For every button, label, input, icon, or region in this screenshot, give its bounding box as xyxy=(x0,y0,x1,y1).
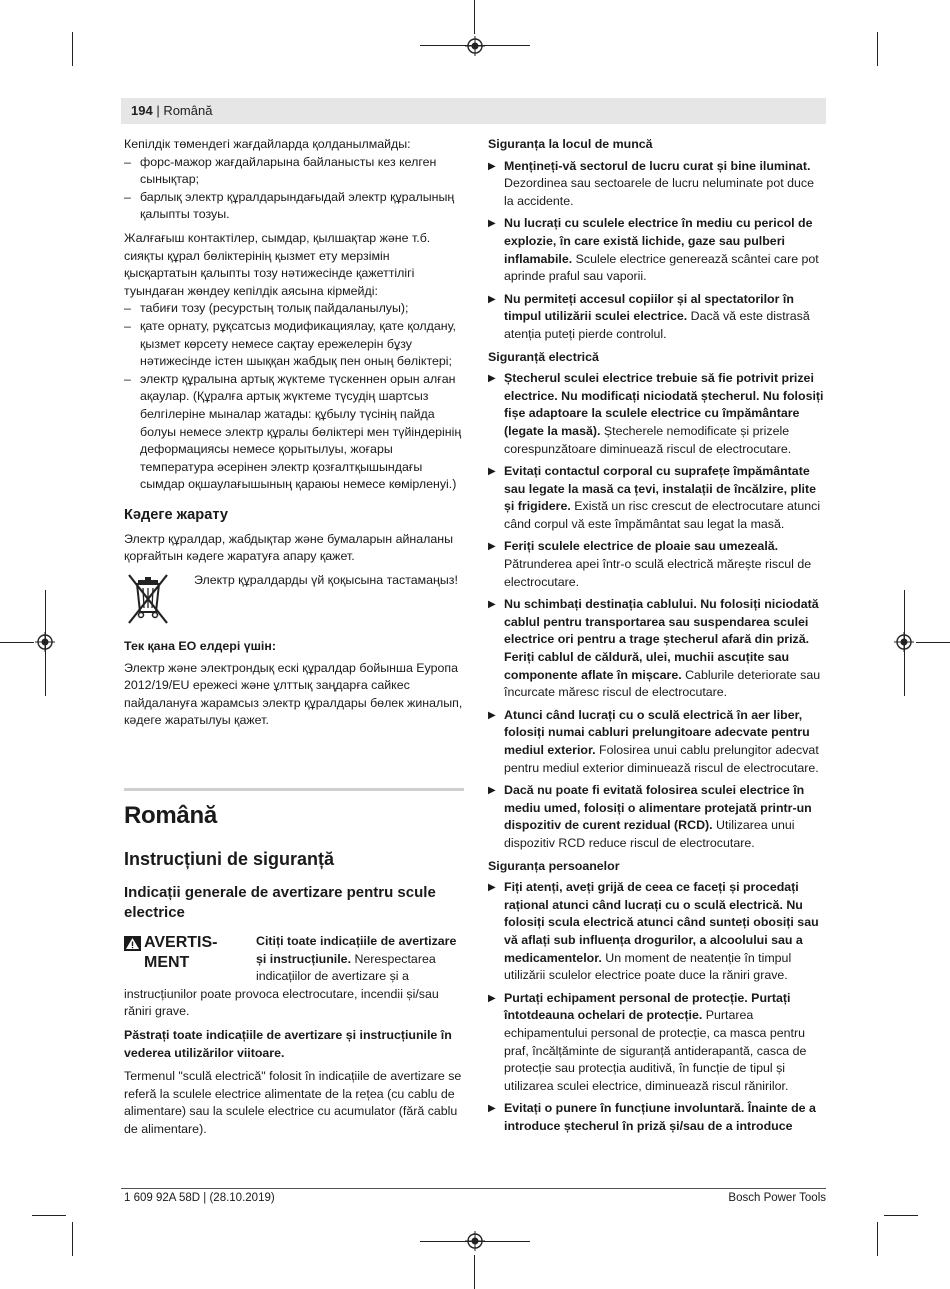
workplace-safety-list xyxy=(488,158,826,344)
list-item xyxy=(488,990,826,1096)
list-item xyxy=(488,291,826,344)
warning-block xyxy=(124,933,464,1021)
list-item xyxy=(488,879,826,985)
item-bold-text: Mențineți-vă sectorul de lucru curat și bine iluminat. xyxy=(504,158,811,173)
workplace-safety-heading: Siguranța la locul de muncă xyxy=(488,137,653,151)
item-bold-text: Feriți sculele electrice de ploaie sau umezeală. xyxy=(504,539,779,554)
bullet-arrow-icon: ▶ xyxy=(488,218,496,230)
warning-body-text: Nerespectarea indicațiilor de avertizare și a instrucțiunilor poate provoca electrocutare, incendii și/sau răniri grave. xyxy=(124,951,439,1019)
item-bold-text: Fiți atenți, aveți grijă de ceea ce faceți și procedați rațional atunci când lucrați cu o sculă electrică. Nu folosiți scula electrică atunci când sunteți obosiți sau vă aflați sub influența drogurilor, a alcoolului sau a medicamentelor. xyxy=(504,880,819,965)
list-item: – барлық электр құралдарындағыдай электр құралының қалыпты тозуы. xyxy=(124,189,464,224)
registration-target-icon xyxy=(35,632,55,652)
page-header xyxy=(121,98,826,124)
item-text: Dezordinea sau sectoarele de lucru neluminate pot duce la accidente. xyxy=(504,176,814,208)
bullet-arrow-icon: ▶ xyxy=(488,709,496,721)
keep-instructions-text: Păstrați toate indicațiile de avertizare și instrucțiunile în vederea utilizărilor viitoare. xyxy=(124,1028,452,1060)
bullet-arrow-icon: ▶ xyxy=(488,882,496,894)
item-bold-text: Nu schimbați destinația cablului. Nu folosiți niciodată cablul pentru transportarea sau suspendarea sculei electrice ori pentru a trage ștecherul afară din priză. Feriți cablul de căldură, ulei, muchii ascuțite sau componente aflate în mișcare. xyxy=(504,597,819,682)
warranty-exclusions-list xyxy=(124,154,464,224)
registration-line xyxy=(0,642,34,643)
personal-safety-heading: Siguranța persoanelor xyxy=(488,858,620,873)
item-bold-text: Evitați o punere în funcțiune involuntară. Înainte de a introduce ștecherul în priză și/sau de a introduce xyxy=(504,1101,816,1133)
item-bold-text: Nu permiteți accesul copiilor și al spectatorilor în timpul utilizării sculei electrice. xyxy=(504,291,794,324)
item-bold-text: Dacă nu poate fi evitată folosirea sculei electrice în mediu umed, folosiți o alimentare protejată printr-un dispozitiv de curent rezidual (RCD). xyxy=(504,783,812,833)
electrical-safety-heading: Siguranță electrică xyxy=(488,349,599,364)
warning-badge xyxy=(124,933,252,981)
list-item xyxy=(488,1100,826,1135)
warning-bold-text: Citiți toate indicațiile de avertizare și instrucțiunile. xyxy=(256,934,457,966)
eu-text: Электр және электрондық ескі құралдар бойынша Еуропа 2012/19/EU ережесі және ұлттық заңдарға сайкес пайдалануға жарамсыз электр құралдары бөлек жиналып, кәдеге жаратылуы қажет. xyxy=(124,660,463,728)
crop-mark xyxy=(72,1222,73,1256)
item-bold-text: Nu lucrați cu sculele electrice în mediu cu pericol de explozie, în care există lichide, gaze sau pulberi inflamabile. xyxy=(504,216,813,266)
registration-target-icon xyxy=(465,36,485,56)
registration-target-icon xyxy=(894,632,914,652)
list-item: – форс-мажор жағдайларына байланысты кез келген сынықтар; xyxy=(124,154,464,189)
warning-triangle-icon xyxy=(124,936,141,951)
crop-mark xyxy=(877,1222,878,1256)
item-text: Sculele electrice generează scântei care pot aprinde praful sau vaporii. xyxy=(504,251,819,284)
document-id: 1 609 92A 58D | (28.10.2019) xyxy=(124,1192,275,1204)
bullet-arrow-icon: ▶ xyxy=(488,785,496,797)
bullet-arrow-icon: ▶ xyxy=(488,992,496,1004)
footer-brand: Bosch Power Tools xyxy=(728,1192,826,1204)
item-text: Pătrunderea apei într-o sculă electrică mărește riscul de electrocutare. xyxy=(504,557,812,589)
list-item xyxy=(488,707,826,777)
bullet-arrow-icon: ▶ xyxy=(488,466,496,478)
header-text: 194 | Română xyxy=(131,103,213,118)
registration-target-icon xyxy=(465,1231,485,1251)
term-definition-text: Termenul "sculă electrică" folosit în indicațiile de avertizare se referă la sculele electrice alimentate de la rețea (cu cablu de alimentare) sau la sculele electrice cu acumulator (fără cablu de alimentare). xyxy=(124,1069,462,1136)
bullet-arrow-icon: ▶ xyxy=(488,1103,496,1115)
registration-line xyxy=(474,0,475,34)
crop-mark xyxy=(884,1215,918,1216)
bullet-arrow-icon: ▶ xyxy=(488,160,496,172)
bullet-arrow-icon: ▶ xyxy=(488,373,496,385)
item-text: Dacă vă este distrasă atenția puteți pierde controlul. xyxy=(504,309,810,341)
list-item xyxy=(488,596,826,702)
item-text: Folosirea unui cablu prelungitor adecvat pentru mediul exterior diminuează riscul de electrocutare. xyxy=(504,743,819,775)
item-text: Purtarea echipamentului personal de protecție, ca masca pentru praf, încălțăminte de siguranță antiderapantă, casca de protecție sau protecția auditivă, în funcție de tipul și utilizarea sculei electrice, diminuează riscul rănirilor. xyxy=(504,1008,807,1093)
footer-divider xyxy=(121,1188,826,1189)
bullet-arrow-icon: ▶ xyxy=(488,541,496,553)
warning-label: AVERTIS-MENT xyxy=(144,934,218,972)
weee-text: Электр құралдарды үй қоқысына тастамаңыз! xyxy=(194,573,458,588)
weee-notice xyxy=(124,572,464,632)
page-number: 194 xyxy=(131,103,153,118)
header-language: Română xyxy=(163,103,213,118)
item-bold-text: Ștecherul sculei electrice trebuie să fie potrivit prizei electrice. Nu modificați niciodată ștecherul. Nu folosiți fișe adaptoare la sculele electrice cu împământare (legate la masă). xyxy=(504,371,824,438)
registration-line xyxy=(474,1255,475,1289)
bullet-arrow-icon: ▶ xyxy=(488,293,496,305)
safety-instructions-title: Instrucțiuni de siguranță xyxy=(124,849,335,870)
bullet-arrow-icon: ▶ xyxy=(488,599,496,611)
crop-mark xyxy=(32,1215,66,1216)
registration-line xyxy=(916,642,950,643)
crossed-out-wheelie-bin-icon xyxy=(126,572,170,626)
list-item xyxy=(488,158,826,211)
disposal-text: Электр құралдар, жабдықтар және бумаларын айналаны қорғайтын кәдеге жаратуға апару қажет. xyxy=(124,531,454,564)
personal-safety-list xyxy=(488,879,826,1135)
item-bold-text: Purtați echipament personal de protecție. Purtați întotdeauna ochelari de protecție. xyxy=(504,990,791,1023)
item-text: Cablurile deteriorate sau încurcate măresc riscul de electrocutare. xyxy=(504,667,821,700)
right-column xyxy=(488,136,826,1140)
list-item xyxy=(488,538,826,591)
warranty-paragraph: Жалғағыш контактілер, сымдар, қылшақтар және т.б. сияқты құрал бөліктерінің қызмет ету мерзімін қысқартатын қалыпты тозу нәтижесінде қажеттілігі туындаған жөндеу кепілдік аясына кірмейді: xyxy=(124,230,431,298)
list-item: – табиғи тозу (ресурстың толық пайдаланылуы); xyxy=(124,300,464,318)
list-item xyxy=(488,463,826,533)
electrical-safety-list xyxy=(488,370,826,852)
left-column xyxy=(124,136,464,1145)
list-item xyxy=(488,370,826,458)
disposal-heading: Кәдеге жарату xyxy=(124,506,228,523)
language-section-title: Română xyxy=(124,802,217,830)
list-item: – электр құралына артық жүктеме түскеннен орын алған ақаулар. (Құралға артық жүктеме түсудің шартсыз белгілеріне мыналар жатады: құбылу түсінің пайда болуы немесе электр құралы бөліктері мен түйіндерінің деформациясы немесе қорытылуы, жоғары температура әсерінен электр қозғалтқышындағы сымдар оқшаулағышының қараюы немесе көмірленуі.) xyxy=(124,371,464,494)
warranty-wear-list xyxy=(124,300,464,494)
item-text: Utilizarea unui dispozitiv RCD reduce riscul de electrocutare. xyxy=(504,818,795,850)
general-warnings-title: Indicații generale de avertizare pentru scule electrice xyxy=(124,884,436,922)
crop-mark xyxy=(72,32,73,66)
list-item xyxy=(488,215,826,285)
item-bold-text: Evitați contactul corporal cu suprafețe împământate sau legate la masă ca țevi, instalații de încălzire, plite și frigidere. xyxy=(504,464,816,514)
section-divider xyxy=(124,788,464,791)
list-item xyxy=(488,782,826,852)
eu-heading: Тек қана ЕО елдері үшін: xyxy=(124,639,276,654)
item-text: Ștecherele nemodificate și prizele corespunzătoare diminuează riscul de electrocutare. xyxy=(504,423,792,456)
item-text: Un moment de neatenție în timpul utilizării sculelor electrice poate duce la răniri grave. xyxy=(504,950,792,983)
item-text: Există un risc crescut de electrocutare atunci când corpul vă este împământat sau legat la masă. xyxy=(504,499,821,531)
list-item: – қате орнату, рұқсатсыз модификациялау, қате қолдану, қызмет көрсету немесе сақтау ережелерін бұзу нәтижесінде істен шыққан жабдық пен оның бөліктері; xyxy=(124,318,464,371)
warranty-intro: Кепілдік төмендегі жағдайларда қолданылмайды: xyxy=(124,137,411,151)
item-bold-text: Atunci când lucrați cu o sculă electrică în aer liber, folosiți numai cabluri prelungitoare adecvate pentru mediul exterior. xyxy=(504,707,810,757)
crop-mark xyxy=(877,32,878,66)
